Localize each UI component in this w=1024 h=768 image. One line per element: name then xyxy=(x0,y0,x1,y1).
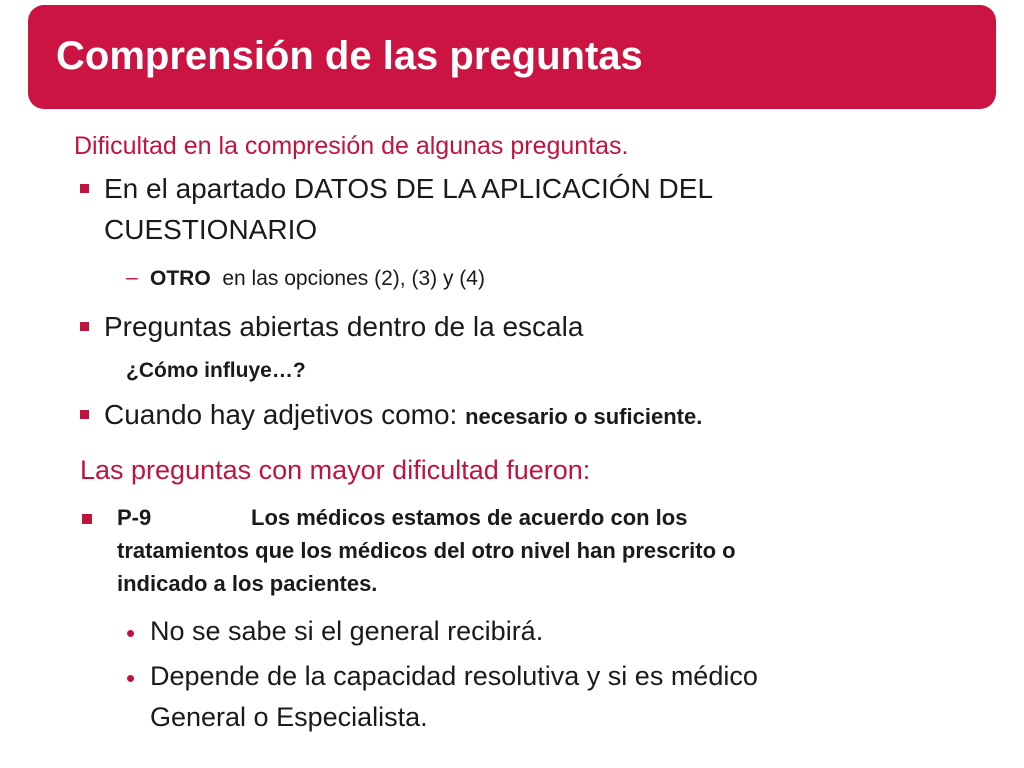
bullet-adjetivos-text: Cuando hay adjetivos como: xyxy=(104,399,458,430)
sub-otro-bold: OTRO xyxy=(150,267,211,290)
heading-difficulty: Dificultad en la compresión de algunas preguntas. xyxy=(74,132,629,160)
point-general: No se sabe si el general recibirá. xyxy=(150,616,544,646)
bullet-preguntas-abiertas: Preguntas abiertas dentro de la escala xyxy=(104,311,584,342)
bullet-adjetivos xyxy=(104,399,702,431)
p9-code: P-9 xyxy=(117,505,152,530)
sub-otro-text: en las opciones (2), (3) y (4) xyxy=(222,267,485,290)
dash-bullet-icon: – xyxy=(126,266,138,289)
slide-title: Comprensión de las preguntas xyxy=(56,34,643,78)
heading-mayor-dificultad: Las preguntas con mayor dificultad fueron: xyxy=(80,455,591,485)
round-bullet-icon: • xyxy=(126,663,136,693)
bullet-adjetivos-bold: necesario o suficiente. xyxy=(465,404,703,429)
point-capacidad-line2: General o Especialista. xyxy=(150,702,428,732)
sub-como-influye: ¿Cómo influye…? xyxy=(126,359,306,382)
bullet-datos-line2: CUESTIONARIO xyxy=(104,214,318,245)
square-bullet-icon xyxy=(80,322,89,331)
p9-line3: indicado a los pacientes. xyxy=(117,571,378,596)
point-capacidad-line1: Depende de la capacidad resolutiva y si es médico xyxy=(150,661,758,691)
square-bullet-icon xyxy=(80,410,89,419)
p9-line1: Los médicos estamos de acuerdo con los xyxy=(251,505,688,530)
sub-otro xyxy=(150,267,485,291)
p9-line2: tratamientos que los médicos del otro nivel han prescrito o xyxy=(117,538,736,563)
round-bullet-icon: • xyxy=(126,618,136,648)
bullet-datos-line1: En el apartado DATOS DE LA APLICACIÓN DEL xyxy=(104,173,714,204)
square-bullet-icon xyxy=(80,184,89,193)
square-bullet-icon xyxy=(82,514,92,524)
